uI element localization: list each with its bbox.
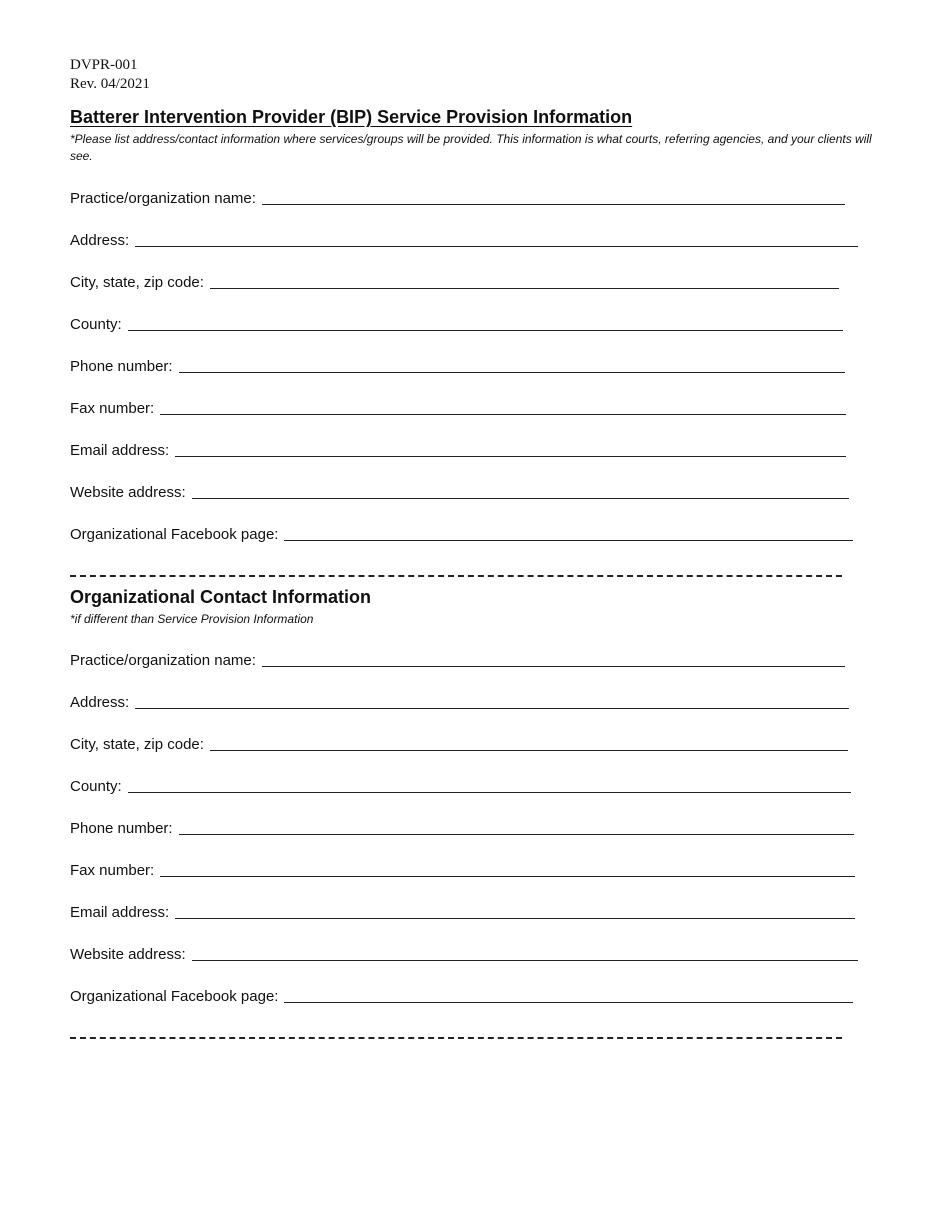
service-facebook-input[interactable] — [284, 540, 853, 541]
contact-city-state-zip-field[interactable] — [70, 730, 848, 754]
contact-facebook-input[interactable] — [284, 1002, 853, 1003]
field-label: City, state, zip code: — [70, 736, 204, 753]
service-address-input[interactable] — [135, 246, 858, 247]
contact-address-field[interactable] — [70, 688, 849, 712]
field-label: Email address: — [70, 442, 170, 459]
contact-section-note: *if different than Service Provision Information — [70, 612, 314, 626]
service-section-title: Batterer Intervention Provider (BIP) Service Provision Information — [70, 107, 633, 127]
service-county-input[interactable] — [128, 330, 843, 331]
service-section-note: *Please list address/contact information where services/groups will be provided. This information is what courts, referring agencies, and your clients will see. — [70, 132, 872, 163]
contact-email-input[interactable] — [175, 918, 855, 919]
contact-facebook-field[interactable] — [70, 982, 853, 1006]
field-label: County: — [70, 778, 122, 795]
form-revision: Rev. 04/2021 — [70, 76, 150, 92]
service-org-name-input[interactable] — [262, 204, 845, 205]
contact-org-name-input[interactable] — [262, 666, 845, 667]
service-phone-input[interactable] — [179, 372, 845, 373]
contact-phone-input[interactable] — [179, 834, 854, 835]
contact-fax-field[interactable] — [70, 856, 855, 880]
service-email-field[interactable] — [70, 436, 846, 460]
field-label: Fax number: — [70, 862, 155, 879]
contact-fax-input[interactable] — [160, 876, 855, 877]
field-label: Website address: — [70, 484, 186, 501]
field-label: Organizational Facebook page: — [70, 988, 279, 1005]
field-label: Website address: — [70, 946, 186, 963]
field-label: Practice/organization name: — [70, 190, 256, 207]
section-divider — [70, 1037, 842, 1039]
service-fax-input[interactable] — [160, 414, 846, 415]
service-address-field[interactable] — [70, 226, 858, 250]
section-divider — [70, 575, 842, 577]
field-label: Practice/organization name: — [70, 652, 256, 669]
service-city-state-zip-field[interactable] — [70, 268, 839, 292]
form-number: DVPR-001 — [70, 57, 138, 73]
contact-county-field[interactable] — [70, 772, 851, 796]
field-label: Address: — [70, 232, 130, 249]
service-org-name-field[interactable] — [70, 184, 845, 208]
contact-phone-field[interactable] — [70, 814, 854, 838]
contact-website-input[interactable] — [192, 960, 858, 961]
contact-address-input[interactable] — [135, 708, 849, 709]
contact-org-name-field[interactable] — [70, 646, 845, 670]
service-city-state-zip-input[interactable] — [210, 288, 839, 289]
field-label: City, state, zip code: — [70, 274, 204, 291]
field-label: Fax number: — [70, 400, 155, 417]
field-label: County: — [70, 316, 122, 333]
contact-email-field[interactable] — [70, 898, 855, 922]
contact-section-title: Organizational Contact Information — [70, 587, 372, 607]
service-email-input[interactable] — [175, 456, 846, 457]
contact-city-state-zip-input[interactable] — [210, 750, 848, 751]
field-label: Phone number: — [70, 358, 173, 375]
field-label: Organizational Facebook page: — [70, 526, 279, 543]
service-website-input[interactable] — [192, 498, 849, 499]
field-label: Email address: — [70, 904, 170, 921]
service-website-field[interactable] — [70, 478, 849, 502]
field-label: Phone number: — [70, 820, 173, 837]
field-label: Address: — [70, 694, 130, 711]
service-facebook-field[interactable] — [70, 520, 853, 544]
service-phone-field[interactable] — [70, 352, 845, 376]
contact-county-input[interactable] — [128, 792, 851, 793]
service-county-field[interactable] — [70, 310, 843, 334]
service-fax-field[interactable] — [70, 394, 846, 418]
contact-website-field[interactable] — [70, 940, 858, 964]
